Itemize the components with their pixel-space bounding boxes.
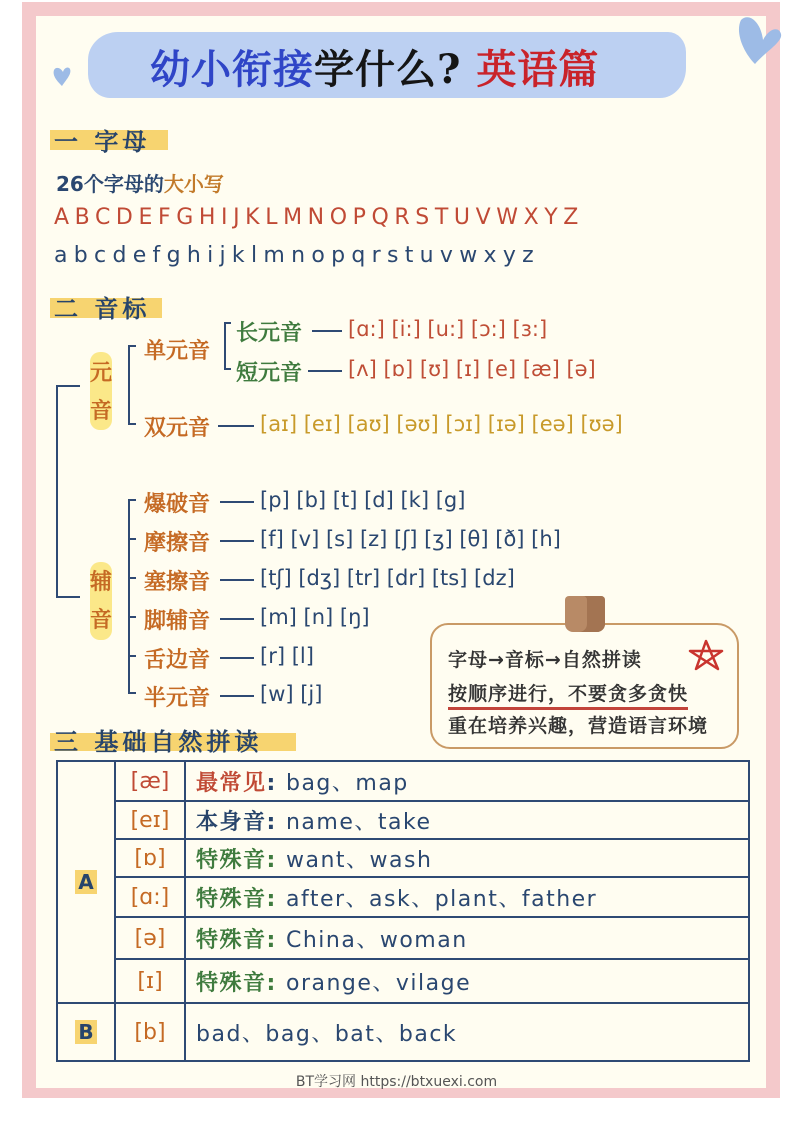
letter-cell: A <box>57 761 115 1003</box>
ipa-cell: [ɑ:] <box>115 877 185 917</box>
vowel-bracket <box>128 345 136 347</box>
ipa-cell: [b] <box>115 1003 185 1061</box>
vowel-bracket <box>128 345 130 425</box>
tape-decoration <box>565 596 605 632</box>
consonant-bracket <box>128 499 130 693</box>
consonant-bracket <box>128 616 136 618</box>
dash-line <box>220 657 254 659</box>
footer-watermark: BT学习网 https://btxuexi.com <box>295 1074 498 1090</box>
vowel-label: 元 <box>90 361 113 386</box>
nasal-label: 脚辅音 <box>144 609 211 634</box>
consonant-bracket <box>128 655 136 657</box>
consonant-bracket <box>128 692 136 694</box>
dash-line <box>218 425 254 427</box>
lateral-sounds: [r] [l] <box>260 644 314 668</box>
ipa-cell: [eɪ] <box>115 801 185 839</box>
note-line: 字母→音标→自然拼读 <box>448 649 642 671</box>
long-vowel-sounds: [ɑ:] [i:] [u:] [ɔ:] [ɜ:] <box>348 317 548 341</box>
tip-note-card <box>430 623 739 749</box>
table-row <box>57 761 749 801</box>
plosive-sounds: [p] [b] [t] [d] [k] [g] <box>260 488 466 512</box>
ipa-cell: [ɪ] <box>115 959 185 1003</box>
table-row <box>57 801 749 839</box>
mono-bracket <box>224 322 231 324</box>
letters-subtitle: 26个字母的大小写 <box>56 172 224 196</box>
dash-line <box>220 540 254 542</box>
dash-line <box>308 370 342 372</box>
short-vowel-sounds: [ʌ] [ɒ] [ʊ] [ɪ] [e] [æ] [ə] <box>348 357 596 381</box>
section-heading-phonetics: 二 音标 <box>54 295 151 323</box>
long-vowel-label: 长元音 <box>236 321 303 346</box>
example-cell: 特殊音: China、woman <box>185 917 749 959</box>
example-cell: 最常见: bag、map <box>185 761 749 801</box>
consonant-bracket <box>128 538 136 540</box>
section-heading-letters: 一 字母 <box>54 128 151 156</box>
vowel-label: 音 <box>90 399 113 424</box>
section-heading-phonics: 三 基础自然拼读 <box>54 728 263 756</box>
mono-bracket <box>224 368 231 370</box>
phonics-table <box>56 760 750 1062</box>
note-line: 按顺序进行，不要贪多贪快 <box>448 679 688 710</box>
consonant-bracket <box>128 499 136 501</box>
table-row <box>57 1003 749 1061</box>
affricate-sounds: [tʃ] [dʒ] [tr] [dr] [ts] [dz] <box>260 566 515 590</box>
short-vowel-label: 短元音 <box>236 361 303 386</box>
example-cell: bad、bag、bat、back <box>185 1003 749 1061</box>
consonant-label: 辅 <box>90 570 113 595</box>
note-line: 重在培养兴趣，营造语言环境 <box>448 715 709 737</box>
heart-icon <box>735 12 785 68</box>
vowel-bracket <box>128 423 136 425</box>
letter-cell: B <box>57 1003 115 1061</box>
lateral-label: 舌边音 <box>144 648 211 673</box>
heart-icon <box>50 64 74 88</box>
table-row <box>57 917 749 959</box>
lowercase-alphabet: abcdefghijklmnopqrstuvwxyz <box>54 243 541 268</box>
fricative-sounds: [f] [v] [s] [z] [ʃ] [ʒ] [θ] [ð] [h] <box>260 527 561 551</box>
tree-branch <box>56 596 80 598</box>
consonant-bracket <box>128 577 136 579</box>
ipa-cell: [ə] <box>115 917 185 959</box>
diphthong-label: 双元音 <box>144 416 211 441</box>
mono-bracket <box>224 322 226 370</box>
nasal-sounds: [m] [n] [ŋ] <box>260 605 370 629</box>
example-cell: 特殊音: orange、vilage <box>185 959 749 1003</box>
example-cell: 本身音: name、take <box>185 801 749 839</box>
star-doodle-icon <box>688 639 726 673</box>
dash-line <box>220 579 254 581</box>
affricate-label: 塞擦音 <box>144 570 211 595</box>
consonant-label: 音 <box>90 608 113 633</box>
tree-trunk <box>56 385 58 598</box>
ipa-cell: [æ] <box>115 761 185 801</box>
dash-line <box>312 330 342 332</box>
table-row <box>57 877 749 917</box>
ipa-cell: [ɒ] <box>115 839 185 877</box>
tree-branch <box>56 385 80 387</box>
example-cell: 特殊音: after、ask、plant、father <box>185 877 749 917</box>
dash-line <box>220 618 254 620</box>
dash-line <box>220 695 254 697</box>
page-title: 幼小衔接学什么? 英语篇 <box>150 46 600 93</box>
uppercase-alphabet: ABCDEFGHIJKLMNOPQRSTUVWXYZ <box>54 205 584 230</box>
table-row <box>57 839 749 877</box>
fricative-label: 摩擦音 <box>144 531 211 556</box>
dash-line <box>220 501 254 503</box>
semivowel-sounds: [w] [j] <box>260 682 323 706</box>
table-row <box>57 959 749 1003</box>
plosive-label: 爆破音 <box>144 492 211 517</box>
diphthong-sounds: [aɪ] [eɪ] [aʊ] [əʊ] [ɔɪ] [ɪə] [eə] [ʊə] <box>260 412 623 436</box>
monophthong-label: 单元音 <box>144 339 211 364</box>
semivowel-label: 半元音 <box>144 686 211 711</box>
example-cell: 特殊音: want、wash <box>185 839 749 877</box>
